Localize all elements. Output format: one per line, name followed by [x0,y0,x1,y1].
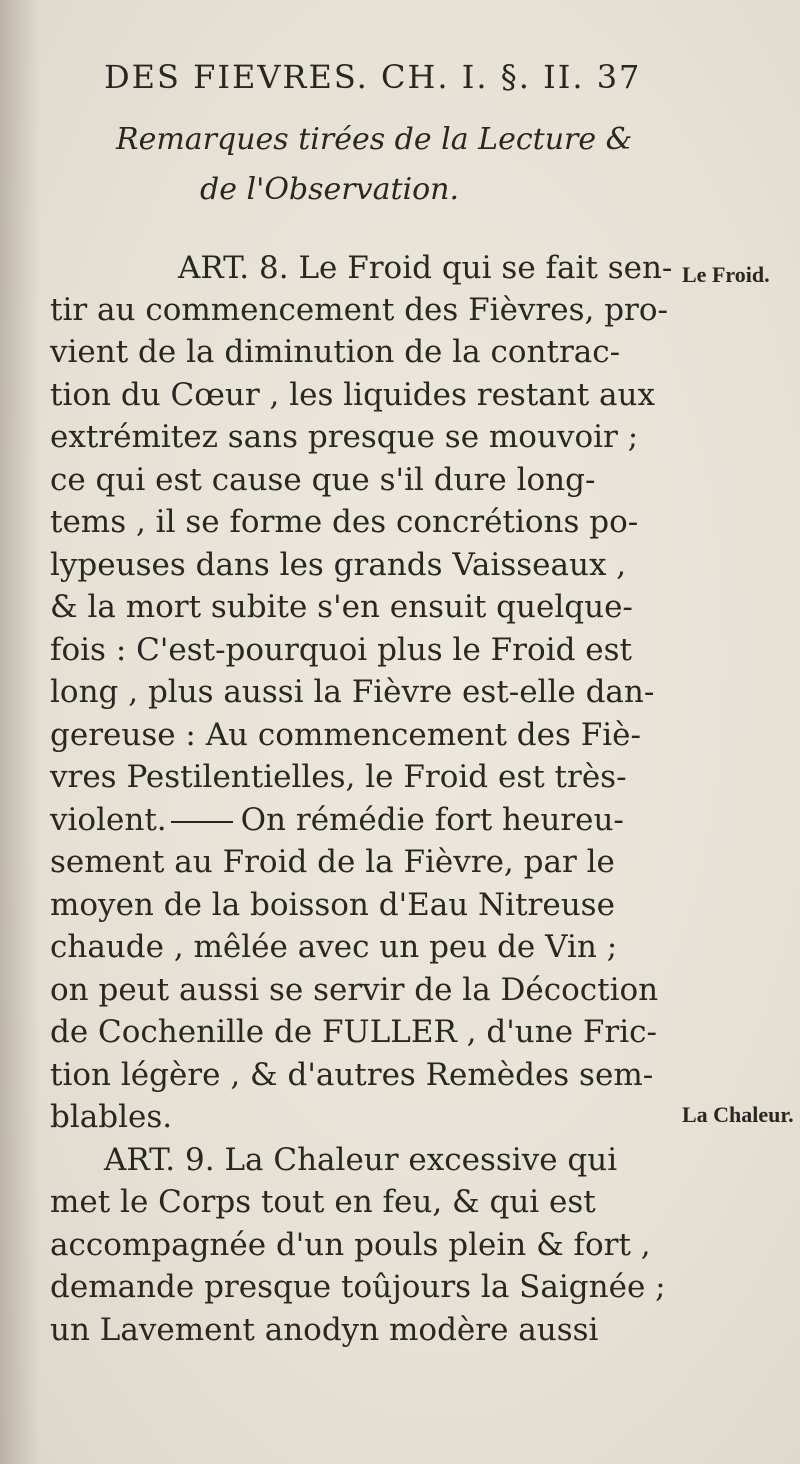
text-line: chaude , mêlée avec un peu de Vin ; [50,929,618,965]
text-line [50,800,624,840]
text-line: sement au Froid de la Fièvre, par le [50,844,615,880]
text-line: moyen de la boisson d'Eau Nitreuse [50,887,615,923]
text-line: gereuse : Au commencement des Fiè- [50,717,641,753]
section-subtitle-line-1: Remarques tirées de la Lecture & [116,122,633,157]
text-fragment: violent. [50,802,167,838]
text-line: extrémitez sans presque se mouvoir ; [50,419,639,455]
text-line: lypeuses dans les grands Vaisseaux , [50,547,627,583]
page-gutter-shadow [0,0,40,1464]
text-line: demande presque toûjours la Saignée ; [50,1269,666,1305]
text-line: un Lavement anodyn modère aussi [50,1312,599,1348]
text-line: tems , il se forme des concrétions po- [50,504,639,540]
dash-rule [171,821,233,823]
text-line: fois : C'est-pourquoi plus le Froid est [50,632,632,668]
text-line: blables. [50,1099,173,1135]
text-line: de Cochenille de FULLER , d'une Fric- [50,1014,657,1050]
text-line: ce qui est cause que s'il dure long- [50,462,596,498]
text-line: vres Pestilentielles, le Froid est très- [50,759,627,795]
running-header: DES FIEVRES. CH. I. §. II. 37 [104,58,642,96]
text-line: long , plus aussi la Fièvre est-elle dan- [50,674,655,710]
text-fragment: On rémédie fort heureu- [240,802,624,838]
margin-note-froid: Le Froid. [682,262,770,287]
text-line: accompagnée d'un pouls plein & fort , [50,1227,651,1263]
text-line: & la mort subite s'en ensuit quelque- [50,589,633,625]
section-subtitle-line-2: de l'Observation. [200,172,460,207]
text-line: ART. 9. La Chaleur excessive qui [104,1142,618,1178]
text-line: on peut aussi se servir de la Décoction [50,972,659,1008]
text-line: vient de la diminution de la contrac- [50,334,621,370]
text-line: met le Corps tout en feu, & qui est [50,1184,596,1220]
text-line: tion légère , & d'autres Remèdes sem- [50,1057,654,1093]
text-line: tir au commencement des Fièvres, pro- [50,292,669,328]
text-line: tion du Cœur , les liquides restant aux [50,377,655,413]
margin-note-chaleur: La Chaleur. [682,1102,794,1127]
text-line: ART. 8. Le Froid qui se fait sen- [178,250,673,286]
